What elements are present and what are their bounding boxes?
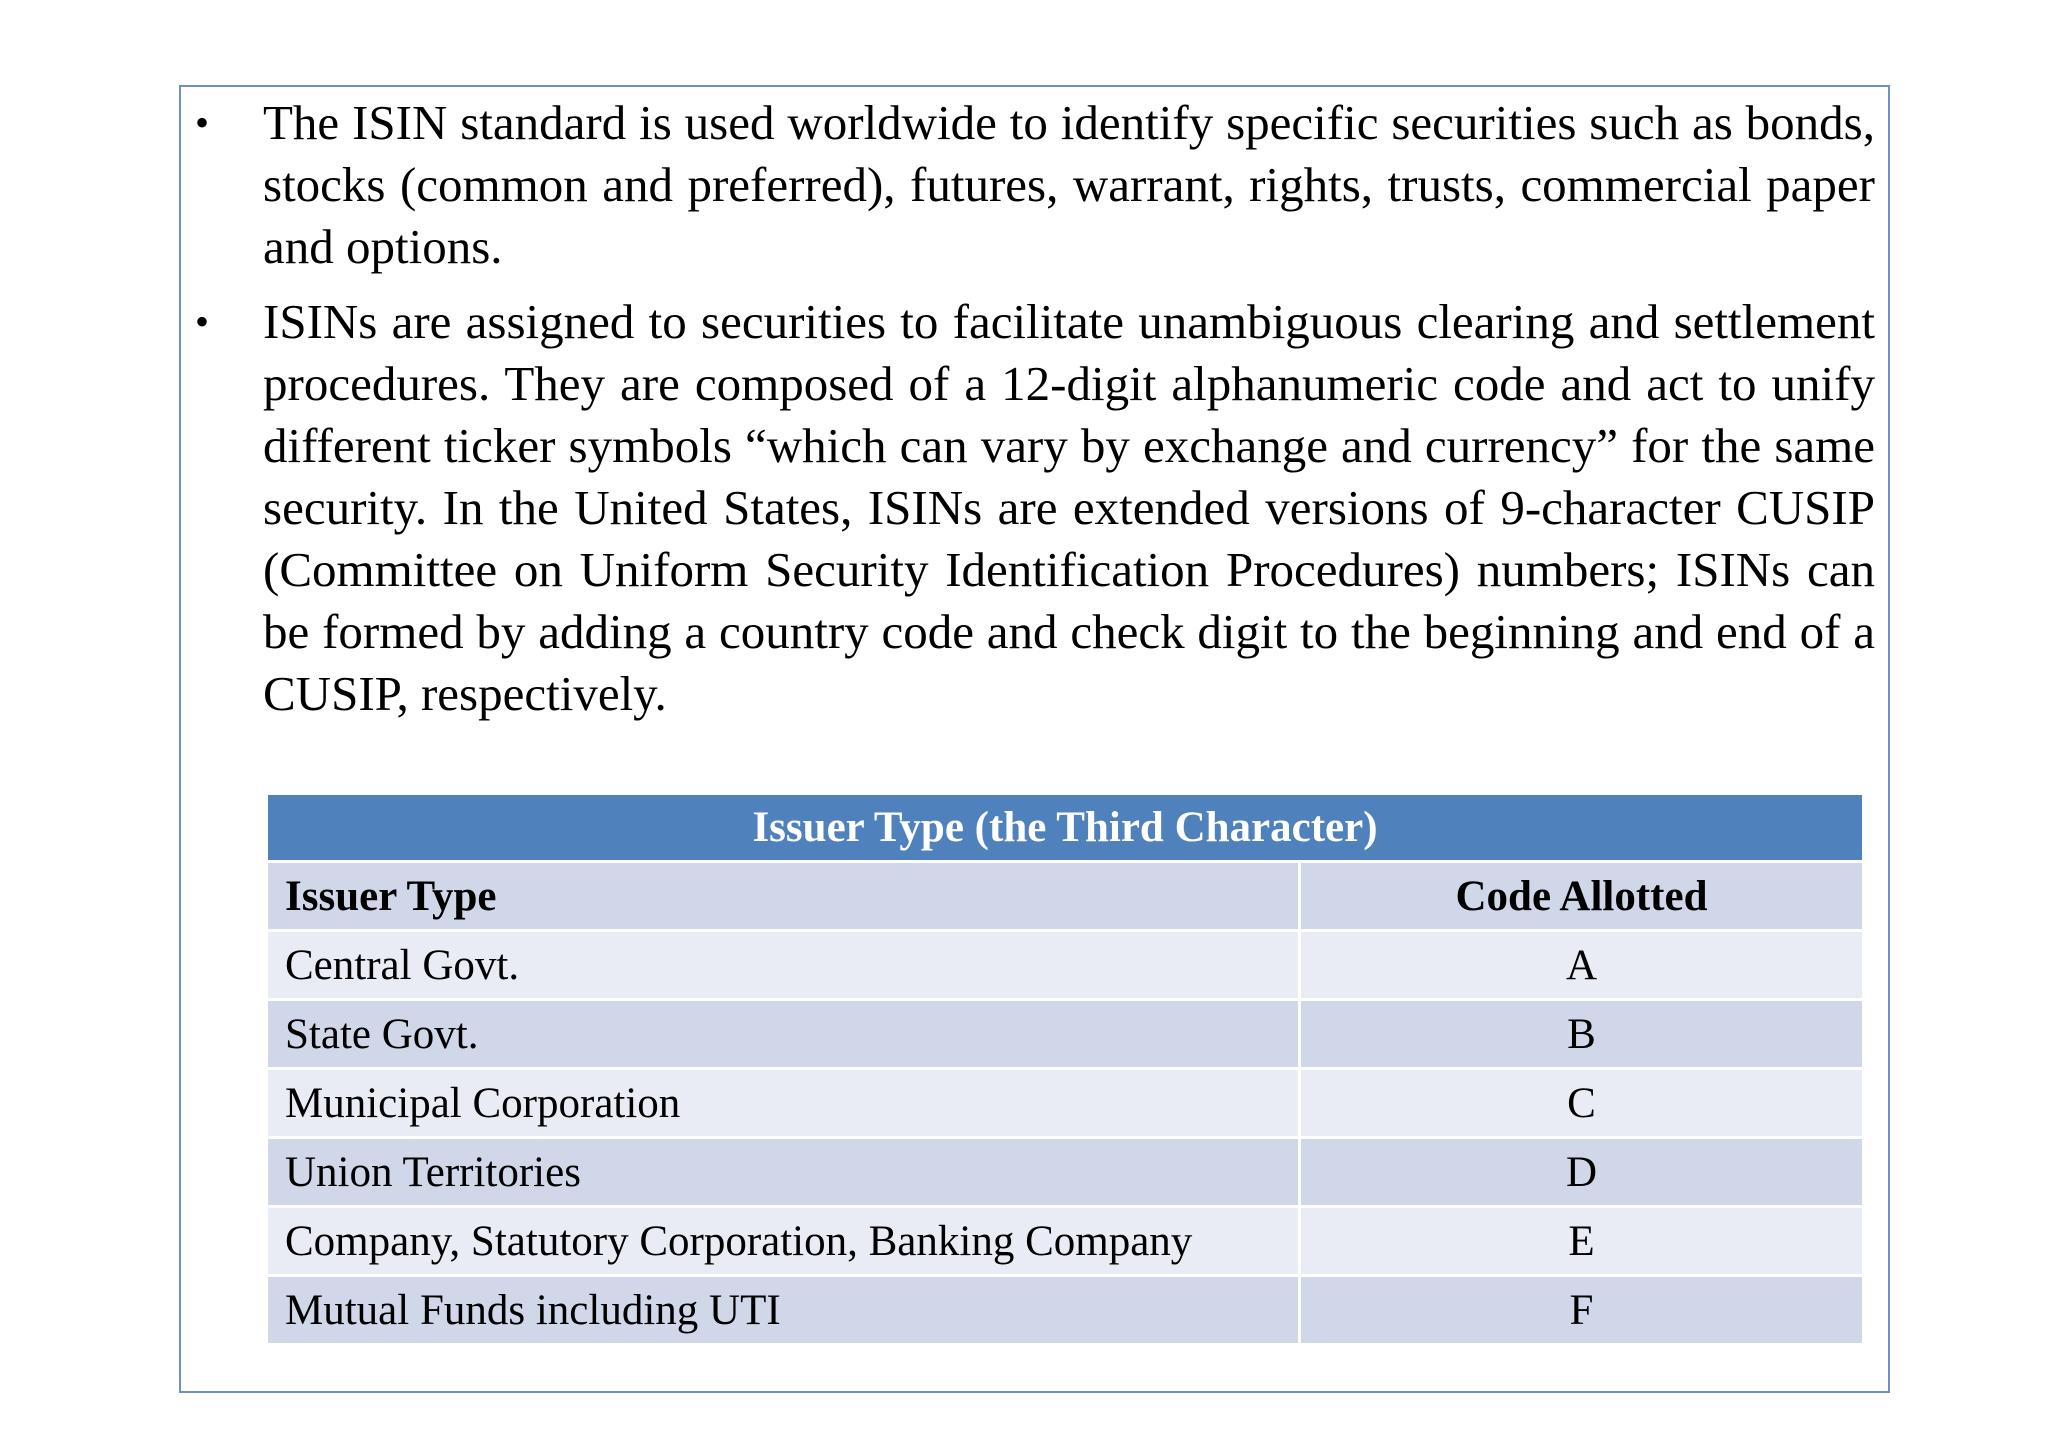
table-row — [268, 932, 1862, 998]
code-cell: D — [1301, 1139, 1862, 1205]
issuer-type-cell: Municipal Corporation — [268, 1070, 1298, 1136]
table-row — [268, 1277, 1862, 1343]
issuer-type-cell: Union Territories — [268, 1139, 1298, 1205]
table-caption: Issuer Type (the Third Character) — [268, 795, 1862, 860]
issuer-type-cell: Company, Statutory Corporation, Banking Company — [268, 1208, 1298, 1274]
issuer-type-cell: Central Govt. — [268, 932, 1298, 998]
bullet-marker: • — [195, 299, 210, 344]
bullet-list — [183, 92, 1877, 738]
bullet-marker: • — [195, 100, 210, 145]
bullet-item-isin-usage — [183, 92, 1875, 278]
bullet-item-isin-assignment — [183, 291, 1875, 725]
code-cell: A — [1301, 932, 1862, 998]
column-header-code-allotted: Code Allotted — [1301, 863, 1862, 929]
code-cell: F — [1301, 1277, 1862, 1343]
table-row — [268, 1001, 1862, 1067]
table-row — [268, 1070, 1862, 1136]
issuer-type-table — [265, 792, 1865, 1346]
table-row — [268, 1139, 1862, 1205]
code-cell: C — [1301, 1070, 1862, 1136]
bullet-text: The ISIN standard is used worldwide to identify specific securities such as bonds, stocks (common and preferred), futures, warrant, rights, trusts, commercial paper and options. — [263, 95, 1875, 274]
column-header-issuer-type: Issuer Type — [268, 863, 1298, 929]
table-header-row — [268, 863, 1862, 929]
table-row — [268, 1208, 1862, 1274]
table-caption-row — [268, 795, 1862, 860]
issuer-type-cell: State Govt. — [268, 1001, 1298, 1067]
code-cell: B — [1301, 1001, 1862, 1067]
bullet-text: ISINs are assigned to securities to facilitate unambiguous clearing and settlement procedures. They are composed of a 12-digit alphanumeric code and act to unify different ticker symbols “which can vary by exchange and currency” for the same security. In the United States, ISINs are extended versions of 9-character CUSIP (Committee on Uniform Security Identification Procedures) numbers; ISINs can be formed by adding a country code and check digit to the beginning and end of a CUSIP, respectively. — [263, 294, 1875, 721]
code-cell: E — [1301, 1208, 1862, 1274]
issuer-type-cell: Mutual Funds including UTI — [268, 1277, 1298, 1343]
